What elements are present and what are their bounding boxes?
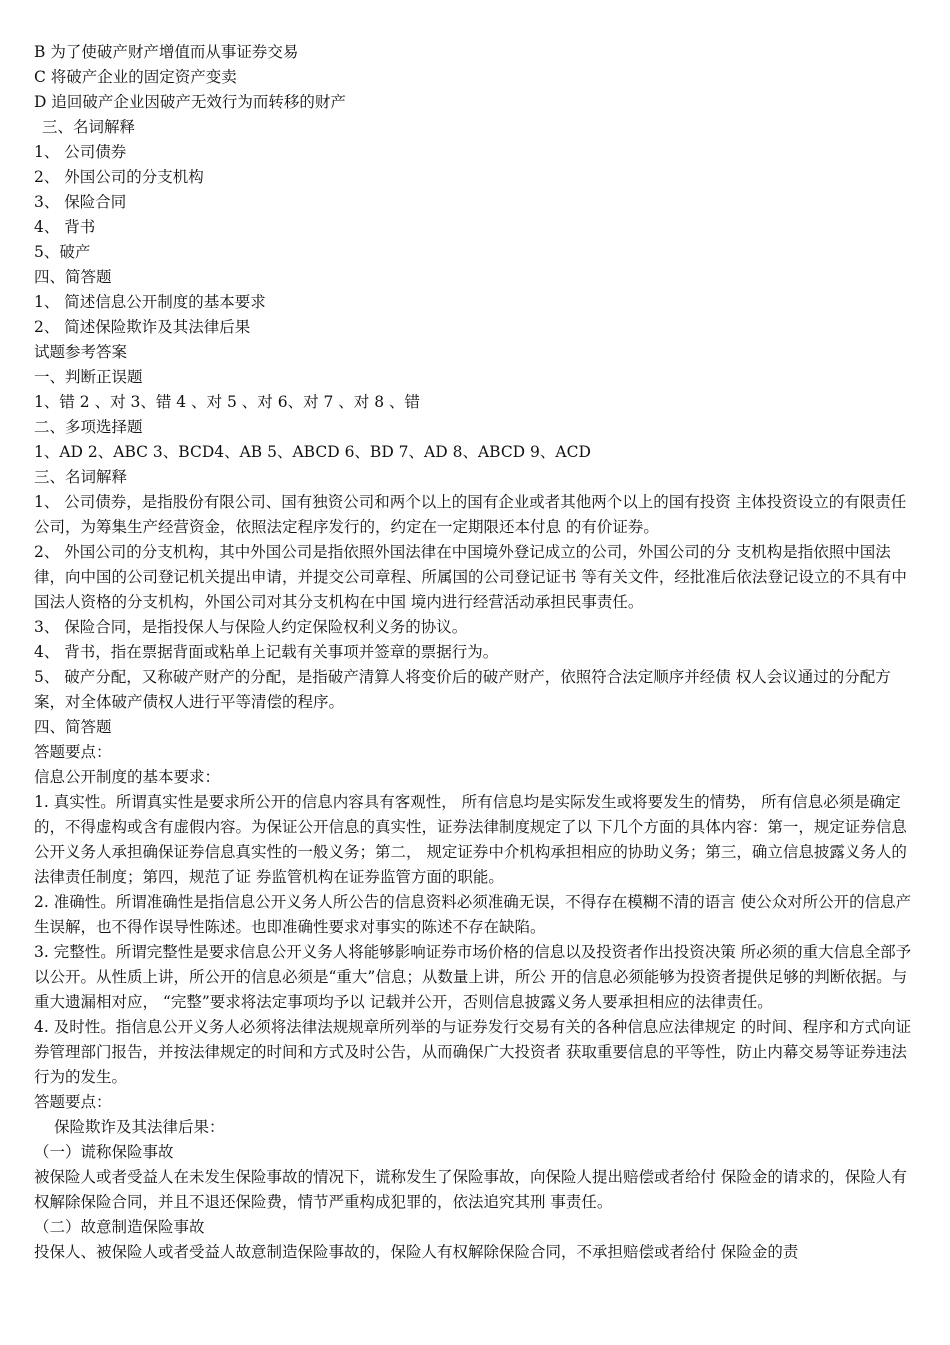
question-term-5: 5、破产 (34, 243, 91, 261)
answer-fraud-2-text: 投保人、被保险人或者受益人故意制造保险事故的，保险人有权解除保险合同，不承担赔偿或者给付 保险金的责 (34, 1243, 799, 1261)
section-heading-terms: 三、名词解释 (42, 118, 136, 136)
answer-disclosure-2: 2. 准确性。所谓准确性是指信息公开义务人所公告的信息资料必须准确无误，不得存在模糊不清的语言 使公众对所公开的信息产生误解，也不得作误导性陈述。也即准确性要求对事实的陈述不存在缺陷。 (34, 893, 912, 936)
answer-disclosure-1: 1. 真实性。所谓真实性是要求所公开的信息内容具有客观性， 所有信息均是实际发生或将要发生的情势， 所有信息必须是确定的，不得虚构或含有虚假内容。为保证公开信息的真实性，证券法律制度规定了以 下几个方面的具体内容：第一，规定证券信息公开义务人承担确保证券信息真实性的一般义务；第二， 规定证券中介机构承担相应的协助义务；第三，确立信息披露义务人的法律责任制度；第四，规范了证 券监管机构在证券监管方面的职能。 (34, 793, 907, 886)
question-term-2: 2、 外国公司的分支机构 (34, 168, 204, 186)
answer-fraud-1-text: 被保险人或者受益人在未发生保险事故的情况下，谎称发生了保险事故，向保险人提出赔偿或者给付 保险金的请求的，保险人有权解除保险合同，并且不退还保险费，情节严重构成犯罪的，依法追究其刑 事责任。 (34, 1168, 907, 1211)
section-heading-multiple-choice: 二、多项选择题 (34, 418, 143, 436)
answer-disclosure-3: 3. 完整性。所谓完整性是要求信息公开义务人将能够影响证券市场价格的信息以及投资者作出投资决策 所必须的重大信息全部予以公开。从性质上讲，所公开的信息必须是“重大”信息；从数量上讲，所公 开的信息必须能够为投资者提供足够的判断依据。与重大遗漏相对应， “完整”要求将法定事项均予以 记载并公开，否则信息披露义务人要承担相应的法律责任。 (34, 943, 912, 1011)
answer-key-points-1: 答题要点： (34, 743, 112, 761)
question-short-1: 1、 简述信息公开制度的基本要求 (34, 293, 266, 311)
question-term-4: 4、 背书 (34, 218, 96, 236)
answer-term-2: 2、 外国公司的分支机构，其中外国公司是指依照外国法律在中国境外登记成立的公司，外国公司的分 支机构是指依照中国法律，向中国的公司登记机关提出申请，并提交公司章程、所属国的公司登记证书 等有关文件，经批准后依法登记设立的不具有中国法人资格的分支机构，外国公司对其分支机构在中国 境内进行经营活动承担民事责任。 (34, 543, 907, 611)
answer-key-points-2: 答题要点： (34, 1093, 112, 1111)
answers-true-false: 1、错 2 、对 3、错 4 、对 5 、对 6、对 7 、对 8 、错 (34, 393, 421, 411)
answers-multiple-choice: 1、AD 2、ABC 3、BCD4、AB 5、ABCD 6、BD 7、AD 8、ABCD 9、ACD (34, 443, 591, 461)
question-short-2: 2、 简述保险欺诈及其法律后果 (34, 318, 251, 336)
document-page (34, 40, 914, 1265)
answer-fraud-1-heading: （一）谎称保险事故 (34, 1143, 174, 1161)
answer-term-5: 5、 破产分配，又称破产财产的分配，是指破产清算人将变价后的破产财产，依照符合法定顺序并经债 权人会议通过的分配方案，对全体破产债权人进行平等清偿的程序。 (34, 668, 891, 711)
section-heading-true-false: 一、判断正误题 (34, 368, 143, 386)
question-term-1: 1、 公司债券 (34, 143, 127, 161)
question-term-3: 3、 保险合同 (34, 193, 127, 211)
answer-term-3: 3、 保险合同，是指投保人与保险人约定保险权利义务的协议。 (34, 618, 468, 636)
answer-term-4: 4、 背书，指在票据背面或粘单上记载有关事项并签章的票据行为。 (34, 643, 499, 661)
section-heading-short-answer: 四、简答题 (34, 268, 112, 286)
answer-term-1: 1、 公司债券，是指股份有限公司、国有独资公司和两个以上的国有企业或者其他两个以上的国有投资 主体投资设立的有限责任公司，为筹集生产经营资金，依照法定程序发行的，约定在一定期限还本付息 的有价证券。 (34, 493, 907, 536)
option-d: D 追回破产企业因破产无效行为而转移的财产 (34, 93, 346, 111)
answer-disclosure-4: 4. 及时性。指信息公开义务人必须将法律法规规章所列举的与证券发行交易有关的各种信息应法律规定 的时间、程序和方式向证券管理部门报告，并按法律规定的时间和方式及时公告，从而确保广大投资者 获取重要信息的平等性，防止内幕交易等证券违法行为的发生。 (34, 1018, 912, 1086)
answer-fraud-heading: 保险欺诈及其法律后果： (54, 1118, 225, 1136)
answer-disclosure-heading: 信息公开制度的基本要求： (34, 768, 221, 786)
section-heading-terms-answers: 三、名词解释 (34, 468, 128, 486)
option-c: C 将破产企业的固定资产变卖 (34, 68, 237, 86)
section-heading-short-answer-answers: 四、简答题 (34, 718, 112, 736)
answer-fraud-2-heading: （二）故意制造保险事故 (34, 1218, 205, 1236)
answers-title: 试题参考答案 (34, 343, 128, 361)
option-b: B 为了使破产财产增值而从事证券交易 (34, 43, 299, 61)
